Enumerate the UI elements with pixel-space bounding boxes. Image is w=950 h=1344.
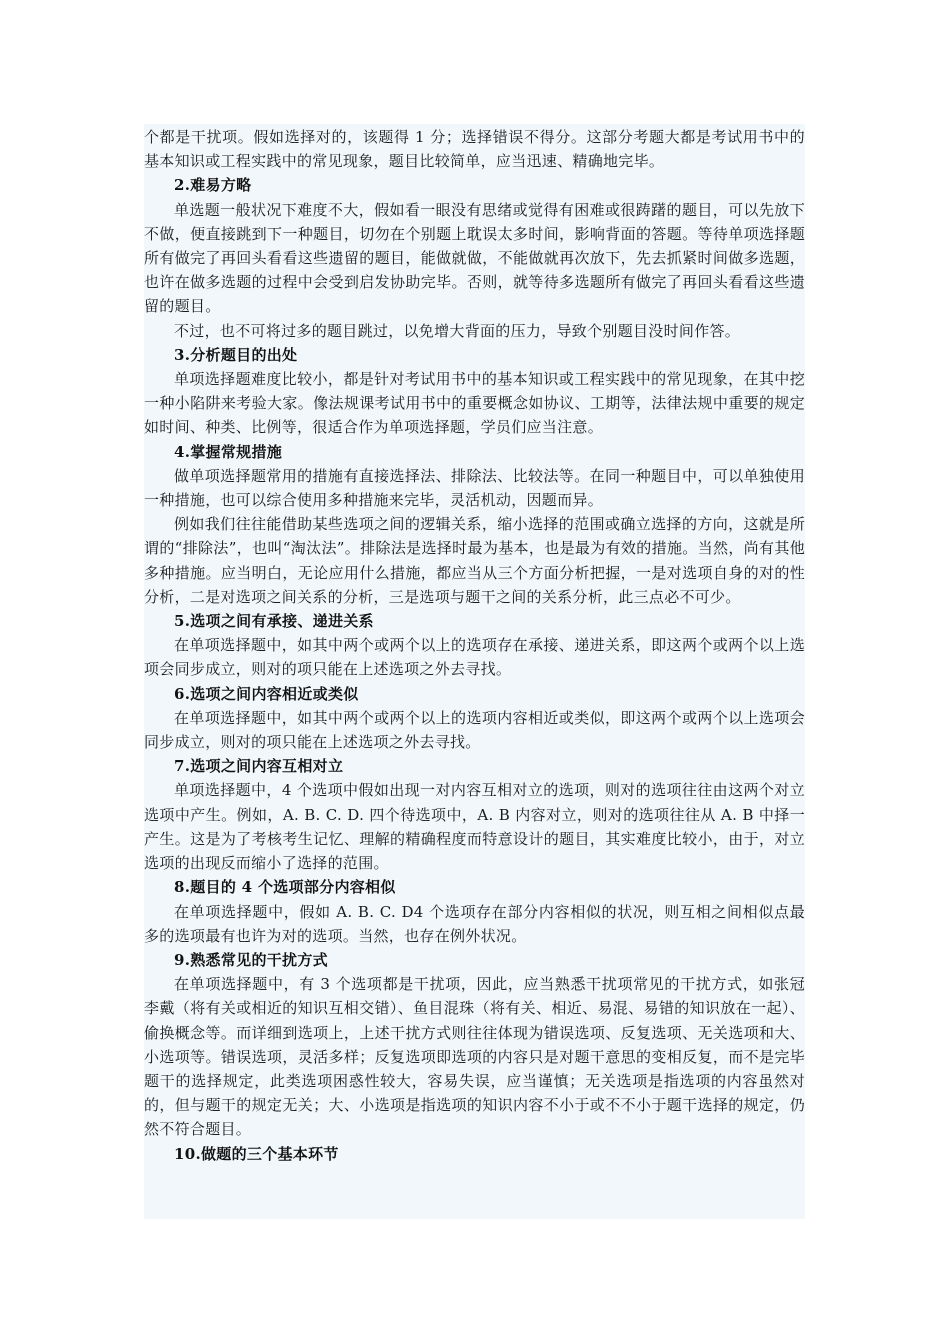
body-paragraph: 例如我们往往能借助某些选项之间的逻辑关系，缩小选择的范围或确立选择的方向，这就是所谓的“排除法”，也叫“淘汰法”。排除法是选择时最为基本，也是最为有效的措施。当然，尚有其他多种措施。应当明白，无论应用什么措施，都应当从三个方面分析把握，一是对选项自身的对的性分析，二是对选项之间关系的分析，三是选项与题干之间的关系分析，此三点必不可少。: [144, 515, 805, 606]
body-paragraph: 在单项选择题中，假如 A. B. C. D4 个选项存在部分内容相似的状况，则互相之间相似点最多的选项最有也许为对的选项。当然，也存在例外状况。: [144, 902, 805, 945]
body-paragraph: 做单项选择题常用的措施有直接选择法、排除法、比较法等。在同一种题目中，可以单独使用一种措施，也可以综合使用多种措施来完毕，灵活机动，因题而异。: [144, 466, 805, 510]
body-paragraph: 个都是干扰项。假如选择对的，该题得 1 分；选择错误不得分。这部分考题大都是考试用书中的基本知识或工程实践中的常见现象，题目比较简单，应当迅速、精确地完毕。: [144, 128, 805, 171]
section-heading: 8.题目的 4 个选项部分内容相似: [174, 878, 396, 897]
body-paragraph: 在单项选择题中，有 3 个选项都是干扰项，因此，应当熟悉干扰项常见的干扰方式，如张冠李戴（将有关或相近的知识互相交错）、鱼目混珠（将有关、相近、易混、易错的知识放在一起）、偷换概念等。而详细到选项上，上述干扰方式则往往体现为错误选项、反复选项、无关选项和大、小选项等。错误选项，灵活多样；反复选项即选项的内容只是对题干意思的变相反复，而不是完毕题干的选择规定，此类选项困惑性较大，容易失误，应当谨慎；无关选项是指选项的内容虽然对的，但与题干的规定无关；大、小选项是指选项的知识内容不小于或不不小于题干选择的规定，仍然不符合题目。: [144, 975, 805, 1139]
section-heading: 4.掌握常规措施: [174, 442, 283, 461]
section-heading: 10.做题的三个基本环节: [174, 1144, 339, 1163]
body-paragraph: 在单项选择题中，如其中两个或两个以上的选项存在承接、递进关系，即这两个或两个以上选项会同步成立，则对的项只能在上述选项之外去寻找。: [144, 636, 805, 679]
document-content: [144, 124, 805, 1219]
section-heading: 3.分析题目的出处: [174, 345, 298, 364]
section-heading: 9.熟悉常见的干扰方式: [174, 950, 328, 969]
body-paragraph: 单选题一般状况下难度不大，假如看一眼没有思绪或觉得有困难或很踌躇的题目，可以先放下不做，便直接跳到下一种题目，切勿在个别题上耽误太多时间，影响背面的答题。等待单项选择题所有做完了再回头看看这些遗留的题目，能做就做，不能做就再次放下，先去抓紧时间做多选题，也许在做多选题的过程中会受到启发协助完毕。否则，就等待多选题所有做完了再回头看看这些遗留的题目。: [144, 200, 805, 316]
section-heading: 6.选项之间内容相近或类似: [174, 684, 359, 703]
section-heading: 5.选项之间有承接、递进关系: [174, 612, 374, 631]
body-paragraph: 单项选择题中，4 个选项中假如出现一对内容互相对立的选项，则对的选项往往由这两个对立选项中产生。例如，A. B. C. D. 四个待选项中，A. B 内容对立，则对的选项往往从 A. B 中择一产生。这是为了考核考生记忆、理解的精确程度而特意设计的题目，其实难度比较小，由于，对立选项的出现反而缩小了选择的范围。: [144, 781, 805, 873]
body-paragraph: 在单项选择题中，如其中两个或两个以上的选项内容相近或类似，即这两个或两个以上选项会同步成立，则对的项只能在上述选项之外去寻找。: [144, 708, 805, 752]
section-heading: 7.选项之间内容互相对立: [174, 757, 344, 776]
section-heading: 2.难易方略: [174, 176, 252, 195]
text-flow: [144, 124, 805, 1166]
body-paragraph: 单项选择题难度比较小，都是针对考试用书中的基本知识或工程实践中的常见现象，在其中挖一种小陷阱来考验大家。像法规课考试用书中的重要概念如协议、工期等，法律法规中重要的规定如时间、种类、比例等，很适合作为单项选择题，学员们应当注意。: [144, 370, 805, 437]
body-paragraph: 不过，也不可将过多的题目跳过，以免增大背面的压力，导致个别题目没时间作答。: [174, 321, 741, 340]
